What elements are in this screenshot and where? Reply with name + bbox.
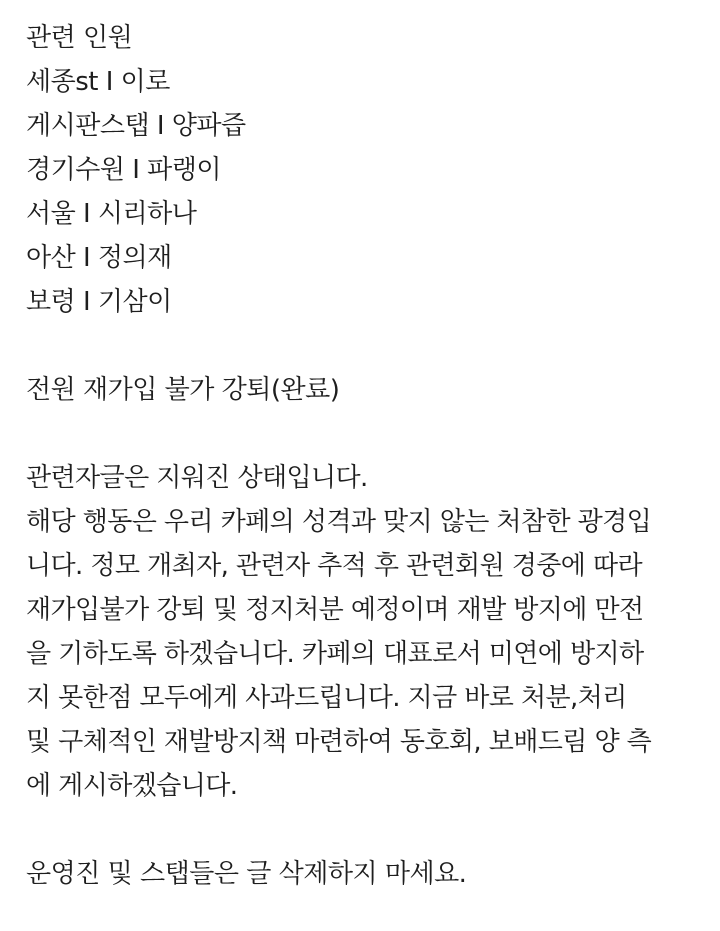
spacer <box>26 808 706 852</box>
staff-list-heading: 관련 인원 <box>26 23 133 53</box>
footer-text: 운영진 및 스탭들은 글 삭제하지 마세요. <box>26 859 467 889</box>
staff-member: 경기수원 I 파랭이 <box>26 155 222 185</box>
spacer <box>26 412 706 456</box>
spacer <box>26 324 706 368</box>
notice-line: 에 게시하겠습니다. <box>26 771 238 801</box>
notice-line: 재가입불가 강퇴 및 정지처분 예정이며 재발 방지에 만전 <box>26 595 644 625</box>
staff-member: 서울 I 시리하나 <box>26 199 197 229</box>
notice-line: 을 기하도록 하겠습니다. 카페의 대표로서 미연에 방지하 <box>26 639 644 669</box>
staff-member: 아산 I 정의재 <box>26 243 172 273</box>
staff-member: 게시판스탭 I 양파즙 <box>26 111 246 141</box>
staff-member: 세종st I 이로 <box>26 67 170 97</box>
notice-line: 지 못한점 모두에게 사과드립니다. 지금 바로 처분,처리 <box>26 683 627 713</box>
notice-paragraph <box>26 456 706 808</box>
notice-line: 해당 행동은 우리 카페의 성격과 맞지 않는 처참한 광경입 <box>26 507 652 537</box>
status-text: 전원 재가입 불가 강퇴(완료) <box>26 375 340 405</box>
notice-line: 니다. 정모 개최자, 관련자 추적 후 관련회원 경중에 따라 <box>26 551 642 581</box>
staff-member: 보령 I 기삼이 <box>26 287 172 317</box>
notice-line: 및 구체적인 재발방지책 마련하여 동호회, 보배드림 양 측 <box>26 727 652 757</box>
notice-line: 관련자글은 지워진 상태입니다. <box>26 463 368 493</box>
